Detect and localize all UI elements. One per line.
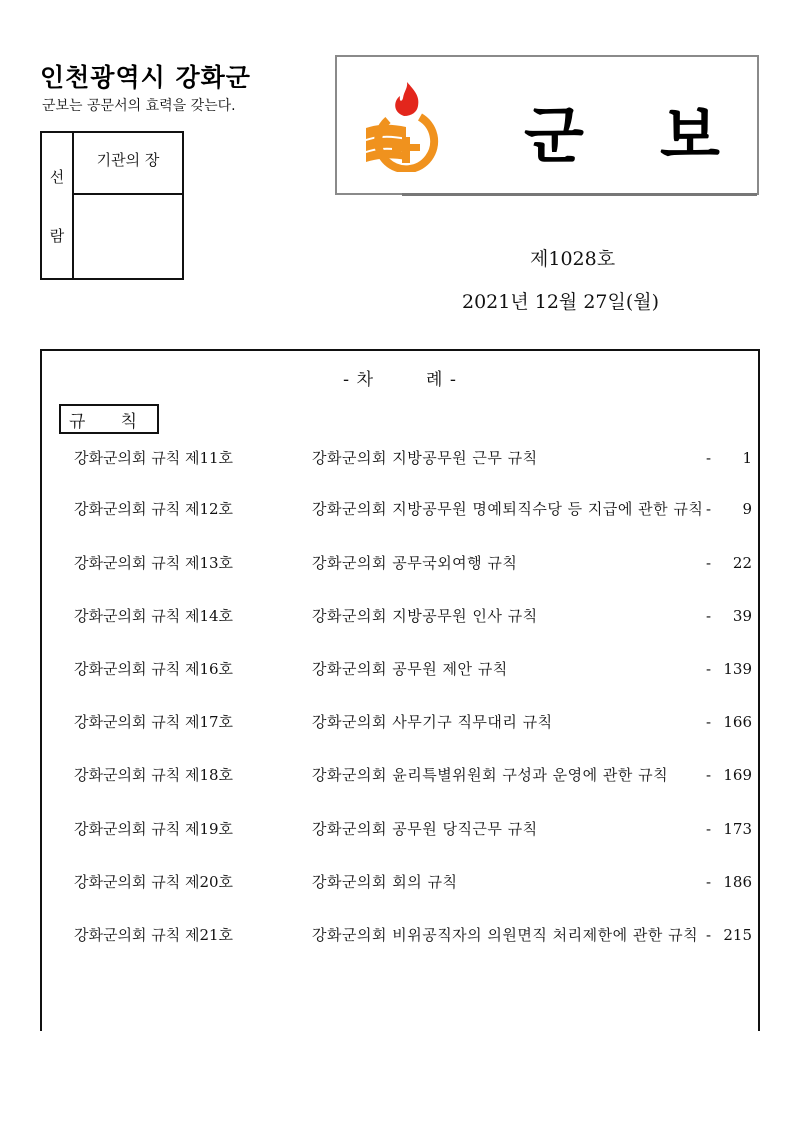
rule-name: 강화군의회 공무원 제안 규칙 <box>312 660 508 678</box>
rule-name: 강화군의회 지방공무원 명예퇴직수당 등 지급에 관한 규칙 <box>312 500 704 518</box>
issue-number: 제1028호 <box>530 248 616 270</box>
section-char-1: 규 <box>69 411 86 432</box>
rule-number: 강화군의회 규칙 제17호 <box>74 713 234 731</box>
review-side-top: 선 <box>49 167 65 186</box>
page-number: 169 <box>723 766 752 784</box>
page-dash: - <box>706 500 712 518</box>
rule-name: 강화군의회 사무기구 직무대리 규칙 <box>312 713 553 731</box>
masthead-char-bo: 보 <box>660 99 720 172</box>
review-box <box>40 131 184 280</box>
page-number: 1 <box>742 449 752 467</box>
page-dash: - <box>706 449 712 467</box>
review-head-label: 기관의 장 <box>74 133 182 195</box>
issue-date: 2021년 12월 27일(월) <box>462 291 660 313</box>
page-number: 173 <box>723 820 752 838</box>
toc-title-left: - 차 <box>343 370 374 390</box>
rule-name: 강화군의회 비위공직자의 의원면직 처리제한에 관한 규칙 <box>312 926 699 944</box>
rule-number: 강화군의회 규칙 제14호 <box>74 607 234 625</box>
review-side-bottom: 람 <box>49 226 65 245</box>
rule-number: 강화군의회 규칙 제11호 <box>74 449 234 467</box>
page-dash: - <box>706 926 712 944</box>
toc-title-right: 례 - <box>426 370 457 390</box>
page-dash: - <box>706 660 712 678</box>
section-char-2: 칙 <box>120 411 137 432</box>
rule-name: 강화군의회 지방공무원 인사 규칙 <box>312 607 538 625</box>
ganghwa-county-emblem-icon <box>362 82 452 172</box>
rule-name: 강화군의회 공무원 당직근무 규칙 <box>312 820 538 838</box>
rule-number: 강화군의회 규칙 제20호 <box>74 873 234 891</box>
page-number: 22 <box>732 554 752 572</box>
review-sign-area <box>74 195 182 278</box>
rule-number: 강화군의회 규칙 제16호 <box>74 660 234 678</box>
page-number: 166 <box>723 713 752 731</box>
rule-name: 강화군의회 지방공무원 근무 규칙 <box>312 449 538 467</box>
page-number: 215 <box>723 926 752 944</box>
page-dash: - <box>706 766 712 784</box>
rule-number: 강화군의회 규칙 제19호 <box>74 820 234 838</box>
rule-number: 강화군의회 규칙 제12호 <box>74 500 234 518</box>
review-side-label <box>42 133 74 278</box>
page-number: 39 <box>732 607 752 625</box>
rule-name: 강화군의회 공무국외여행 규칙 <box>312 554 518 572</box>
section-label-rules <box>59 404 159 434</box>
rule-name: 강화군의회 회의 규칙 <box>312 873 458 891</box>
toc-title <box>42 365 758 390</box>
page-dash: - <box>706 873 712 891</box>
gazette-subtitle: 군보는 공문서의 효력을 갖는다. <box>42 98 236 114</box>
page-dash: - <box>706 607 712 625</box>
masthead-shadow <box>402 193 757 196</box>
page-number: 139 <box>723 660 752 678</box>
table-of-contents <box>40 349 760 1031</box>
page-number: 186 <box>723 873 752 891</box>
masthead-char-gun: 군 <box>524 99 584 172</box>
page-dash: - <box>706 554 712 572</box>
rule-name: 강화군의회 윤리특별위원회 구성과 운영에 관한 규칙 <box>312 766 669 784</box>
rule-number: 강화군의회 규칙 제18호 <box>74 766 234 784</box>
organization-title: 인천광역시 강화군 <box>40 63 251 92</box>
rule-number: 강화군의회 규칙 제13호 <box>74 554 234 572</box>
page-number: 9 <box>742 500 752 518</box>
page-dash: - <box>706 820 712 838</box>
review-main <box>74 133 182 278</box>
page-dash: - <box>706 713 712 731</box>
rule-number: 강화군의회 규칙 제21호 <box>74 926 234 944</box>
